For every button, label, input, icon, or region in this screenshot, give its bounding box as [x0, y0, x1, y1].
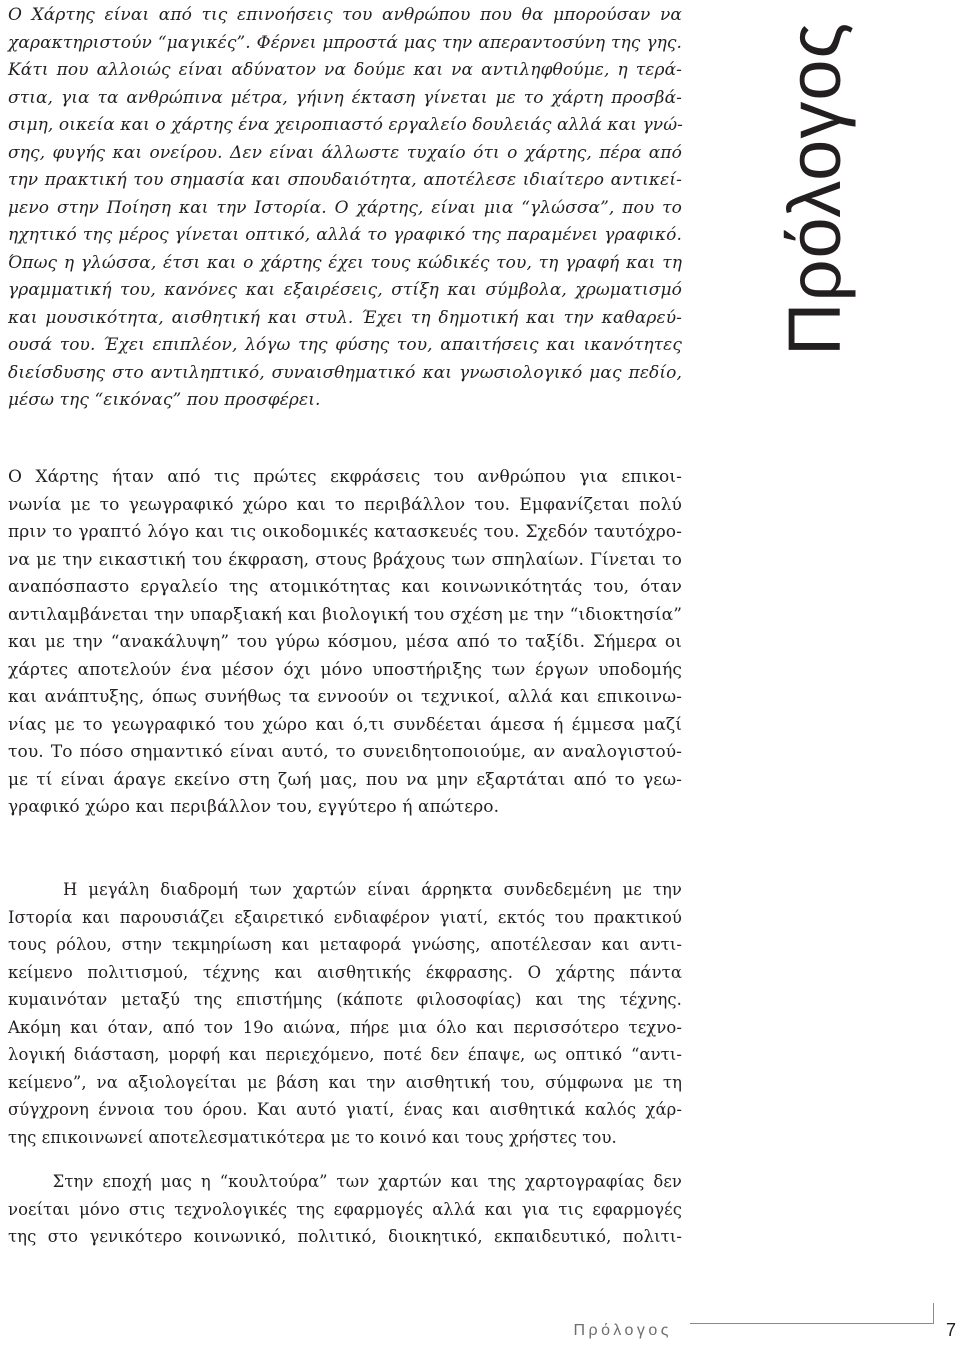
text-line: ουσά του. Έχει επιπλέον, λόγω της φύσης του, απαιτήσεις και ικανότητες: [8, 335, 682, 355]
paragraph-2: [8, 464, 682, 822]
text-line: τους ρόλου, στην τεκμηρίωση και μεταφορά γνώσης, αποτέλεσαν και αντι-: [8, 935, 682, 954]
text-line: χαρακτηριστούν “μαγικές”. Φέρνει μπροστά μας την απεραντοσύνη της γης.: [8, 32, 682, 53]
text-line: σύγχρονη έννοια του όρου. Και αυτό γιατί, ένας και αισθητικά καλός χάρ-: [8, 1100, 682, 1119]
text-line: σιμη, οικεία και ο χάρτης ένα χειροπιαστό εργαλείο δουλειάς αλλά και γνώ-: [8, 115, 684, 135]
footer-tick-mark: [933, 1303, 934, 1324]
text-line: την πρακτική του σημασία και σπουδαιότητα, αποτέλεσε ιδιαίτερο αντικεί-: [8, 170, 682, 190]
text-line: με τί είναι άραγε εκείνο στη ζωή μας, που να μην εξαρτάται από το γεω-: [8, 769, 682, 790]
text-line: νίας με το γεωγραφικό του χώρο και ό,τι συνδέεται άμεσα ή έμμεσα μαζί: [8, 714, 682, 735]
footer-divider: [690, 1323, 934, 1324]
text-line: λογική διάσταση, μορφή και περιεχόμενο, ποτέ δεν έπαψε, ως οπτικό “αντι-: [8, 1045, 682, 1064]
text-line: χάρτες αποτελούν ένα μέσον όχι μόνο υποστήριξης των έργων υποδομής: [8, 659, 682, 680]
text-line: γραμματική του, κανόνες και εξαιρέσεις, στίξη και σύμβολα, χρωματισμό: [8, 280, 682, 300]
chapter-side-title: [700, 0, 856, 360]
text-line: μενο στην Ποίηση και την Ιστορία. Ο χάρτης, είναι μια “γλώσσα”, που το: [8, 197, 682, 218]
text-line: Κάτι που αλλοιώς είναι αδύνατον να δούμε και να αντιληφθούμε, η τερά-: [8, 60, 682, 80]
text-line: και ανάπτυξης, όπως συνήθως τα εννοούν οι τεχνικοί, αλλά και επικοινω-: [8, 687, 682, 707]
text-line: Ιστορία και παρουσιάζει εξαιρετικό ενδιαφέρον γιατί, εκτός του πρακτικού: [8, 907, 682, 927]
text-line: και μουσικότητα, αισθητική και στυλ. Έχει τη δημοτική και την καθαρεύ-: [8, 307, 682, 328]
text-line: διείσδυσης στο αντιληπτικό, συναισθηματικό και γνωσιολογικό μας πεδίο,: [8, 362, 682, 383]
text-line: να με την εικαστική του έκφραση, στους βράχους των σπηλαίων. Γίνεται το: [8, 549, 682, 570]
text-line: αντιλαμβάνεται την υπαρξιακή και βιολογική του σχέση με την “ιδιοκτησία”: [8, 604, 682, 625]
text-line: Στην εποχή μας η “κουλτούρα” των χαρτών και της χαρτογραφίας δεν: [8, 1172, 682, 1191]
text-line: Ο Χάρτης είναι από τις επινοήσεις του ανθρώπου που θα μπορούσαν να: [8, 5, 682, 25]
text-line: του. Το πόσο σημαντικό είναι αυτό, το συνειδητοποιούμε, αν αναλογιστού-: [8, 742, 682, 762]
text-line: μέσω της “εικόνας” που προσφέρει.: [8, 390, 321, 410]
text-line: αναπόσπαστο εργαλείο της ατομικότητας και κοινωνικότητάς του, όταν: [8, 577, 682, 597]
page-number: 7: [946, 1320, 957, 1340]
text-line: της επικοινωνεί αποτελεσματικότερα με το κοινό και τους χρήστες του.: [8, 1127, 617, 1147]
text-line: νοείται μόνο στις τεχνολογικές της εφαρμογές αλλά και για τις εφαρμογές: [8, 1199, 682, 1219]
footer-running-title: Πρόλογος: [573, 1322, 672, 1339]
text-line: κείμενο πολιτισμού, τέχνης και αισθητικής έκφρασης. Ο χάρτης πάντα: [8, 962, 682, 982]
text-line: κείμενο”, να αξιολογείται με βάση και την αισθητική του, σύμφωνα με τη: [8, 1072, 682, 1092]
chapter-title-text: Πρόλογος: [773, 21, 856, 356]
text-line: νωνία με το γεωγραφικό χώρο και το περιβάλλον του. Εμφανίζεται πολύ: [8, 494, 682, 515]
paragraph-3: [8, 876, 682, 1151]
text-line: κυμαινόταν μεταξύ της επιστήμης (κάποτε φιλοσοφίας) και της τέχνης.: [8, 990, 682, 1009]
text-line: σης, φυγής και ονείρου. Δεν είναι άλλωστε τυχαίο ότι ο χάρτης, πέρα από: [8, 142, 682, 163]
text-line: πριν το γραπτό λόγο και τις οικοδομικές κατασκευές του. Σχεδόν ταυτόχρο-: [8, 522, 682, 542]
text-line: της στο γενικότερο κοινωνικό, πολιτικό, διοικητικό, εκπαιδευτικό, πολιτι-: [8, 1227, 682, 1246]
text-line: Ο Χάρτης ήταν από τις πρώτες εκφράσεις του ανθρώπου για επικοι-: [8, 467, 682, 487]
text-line: και με την “ανακάλυψη” του γύρω κόσμου, μέσα από το ταξίδι. Σήμερα οι: [8, 632, 682, 652]
text-line: Η μεγάλη διαδρομή των χαρτών είναι άρρηκτα συνδεδεμένη με την: [8, 880, 682, 899]
text-line: Όπως η γλώσσα, έτσι και ο χάρτης έχει τους κώδικές του, τη γραφή και τη: [8, 252, 682, 273]
text-line: στια, για τα ανθρώπινα μέτρα, γήινη έκταση γίνεται με το χάρτη προσβά-: [8, 87, 682, 108]
paragraph-1: [8, 2, 682, 415]
text-line: γραφικό χώρο και περιβάλλον του, εγγύτερο ή απώτερο.: [8, 797, 500, 817]
paragraph-4: [8, 1168, 682, 1251]
text-line: Ακόμη και όταν, από τον 19ο αιώνα, πήρε μια όλο και περισσότερο τεχνο-: [8, 1017, 682, 1037]
text-line: ηχητικό της μέρος γίνεται οπτικό, αλλά το γραφικό της παραμένει γραφικό.: [8, 225, 682, 245]
